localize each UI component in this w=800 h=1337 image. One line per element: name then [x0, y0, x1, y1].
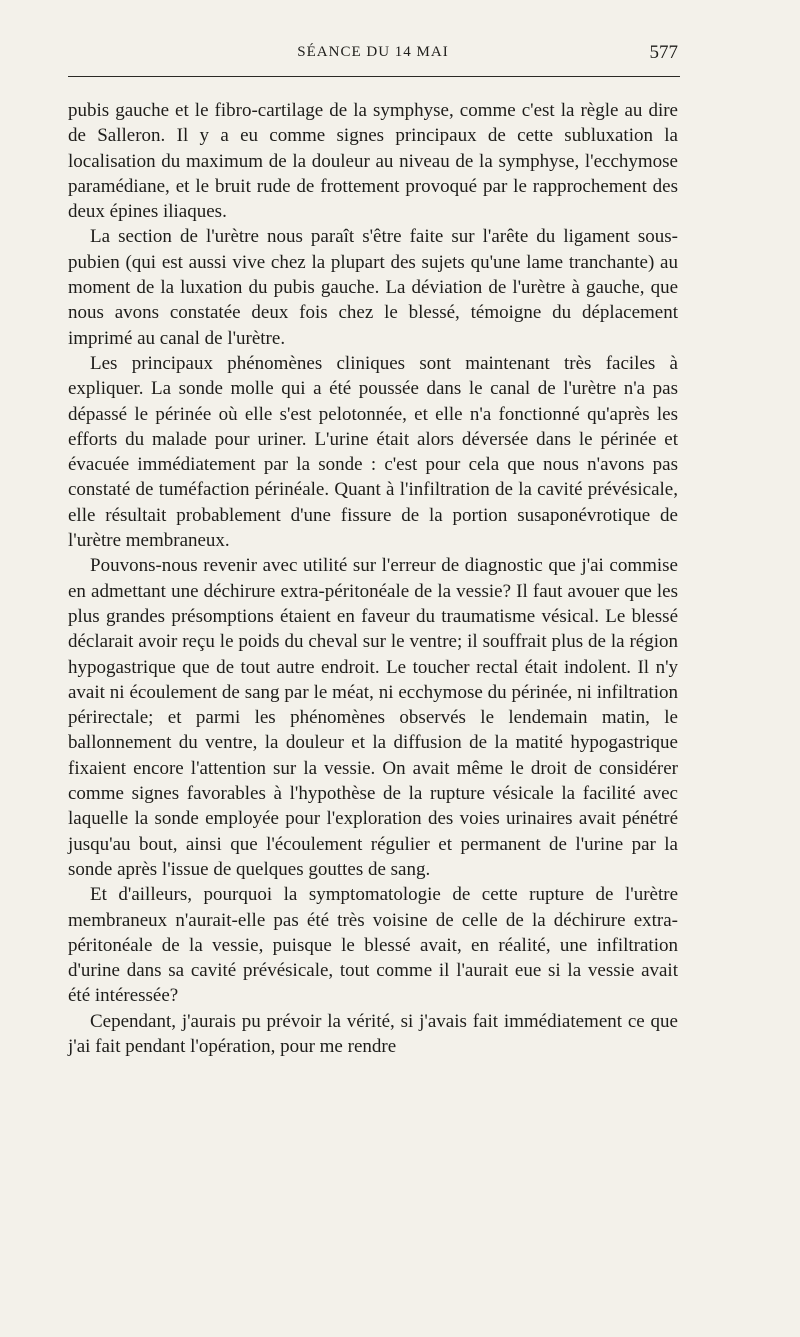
paragraph-4: Pouvons-nous revenir avec utilité sur l'erreur de diagnostic que j'ai commise en admettant une déchirure extra-péritonéale de la vessie? Il faut avouer que les plus grandes présomptions étaient en faveur du traumatisme vésical. Le blessé déclarait avoir reçu le poids du cheval sur le ventre; il souffrait plus de la région hypogastrique que de tout autre endroit. Le toucher rectal était indolent. Il n'y avait ni écoulement de sang par le méat, ni ecchymose du périnée, ni infiltration périrectale; et parmi les phénomènes observés le lendemain matin, le ballonnement du ventre, la douleur et la diffusion de la matité hypogastrique fixaient encore l'attention sur la vessie. On avait même le droit de considérer comme signes favorables à l'hypothèse de la rupture vésicale la facilité avec laquelle la sonde employée pour l'exploration des voies urinaires avait pénétré jusqu'au bout, ainsi que l'écoulement régulier et permanent de l'urine par la sonde après l'issue de quelques gouttes de sang. [68, 555, 678, 880]
running-title: SÉANCE DU 14 MAI [297, 44, 449, 60]
header-rule [68, 76, 680, 77]
paragraph-6: Cependant, j'aurais pu prévoir la vérité, si j'avais fait immédiatement ce que j'ai fait pendant l'opération, pour me rendre [68, 1010, 678, 1057]
paragraph-3: Les principaux phénomènes cliniques sont maintenant très faciles à expliquer. La sonde molle qui a été poussée dans le canal de l'urètre n'a pas dépassé le périnée où elle s'est pelotonnée, et elle n'a fonctionné qu'après les efforts du malade pour uriner. L'urine était alors déversée dans le périnée et évacuée immédiatement par la sonde : c'est pour cela que nous n'avons pas constaté de tuméfaction périnéale. Quant à l'infiltration de la cavité prévésicale, elle résultait probablement d'une fissure de la portion susaponévrotique de l'urètre membraneux. [68, 352, 678, 552]
page-header [68, 40, 678, 74]
page-number: 577 [649, 42, 678, 63]
body-text [68, 98, 678, 1059]
paragraph-5: Et d'ailleurs, pourquoi la symptomatologie de cette rupture de l'urètre membraneux n'aurait-elle pas été très voisine de celle de la déchirure extra-péritonéale de la vessie, puisque le blessé avait, en réalité, une infiltration d'urine dans sa cavité prévésicale, tout comme il l'aurait eue si la vessie avait été intéressée? [68, 884, 678, 1007]
paragraph-1: pubis gauche et le fibro-cartilage de la symphyse, comme c'est la règle au dire de Salleron. Il y a eu comme signes principaux de cette subluxation la localisation du maximum de la douleur au niveau de la symphyse, l'ecchymose paramédiane, et le bruit rude de frottement provoqué par le rapprochement des deux épines iliaques. [68, 100, 678, 223]
paragraph-2: La section de l'urètre nous paraît s'être faite sur l'arête du ligament sous-pubien (qui est aussi vive chez la plupart des sujets qu'une lame tranchante) au moment de la luxation du pubis gauche. La déviation de l'urètre à gauche, que nous avons constatée deux fois chez le blessé, témoigne du déplacement imprimé au canal de l'urètre. [68, 226, 678, 349]
